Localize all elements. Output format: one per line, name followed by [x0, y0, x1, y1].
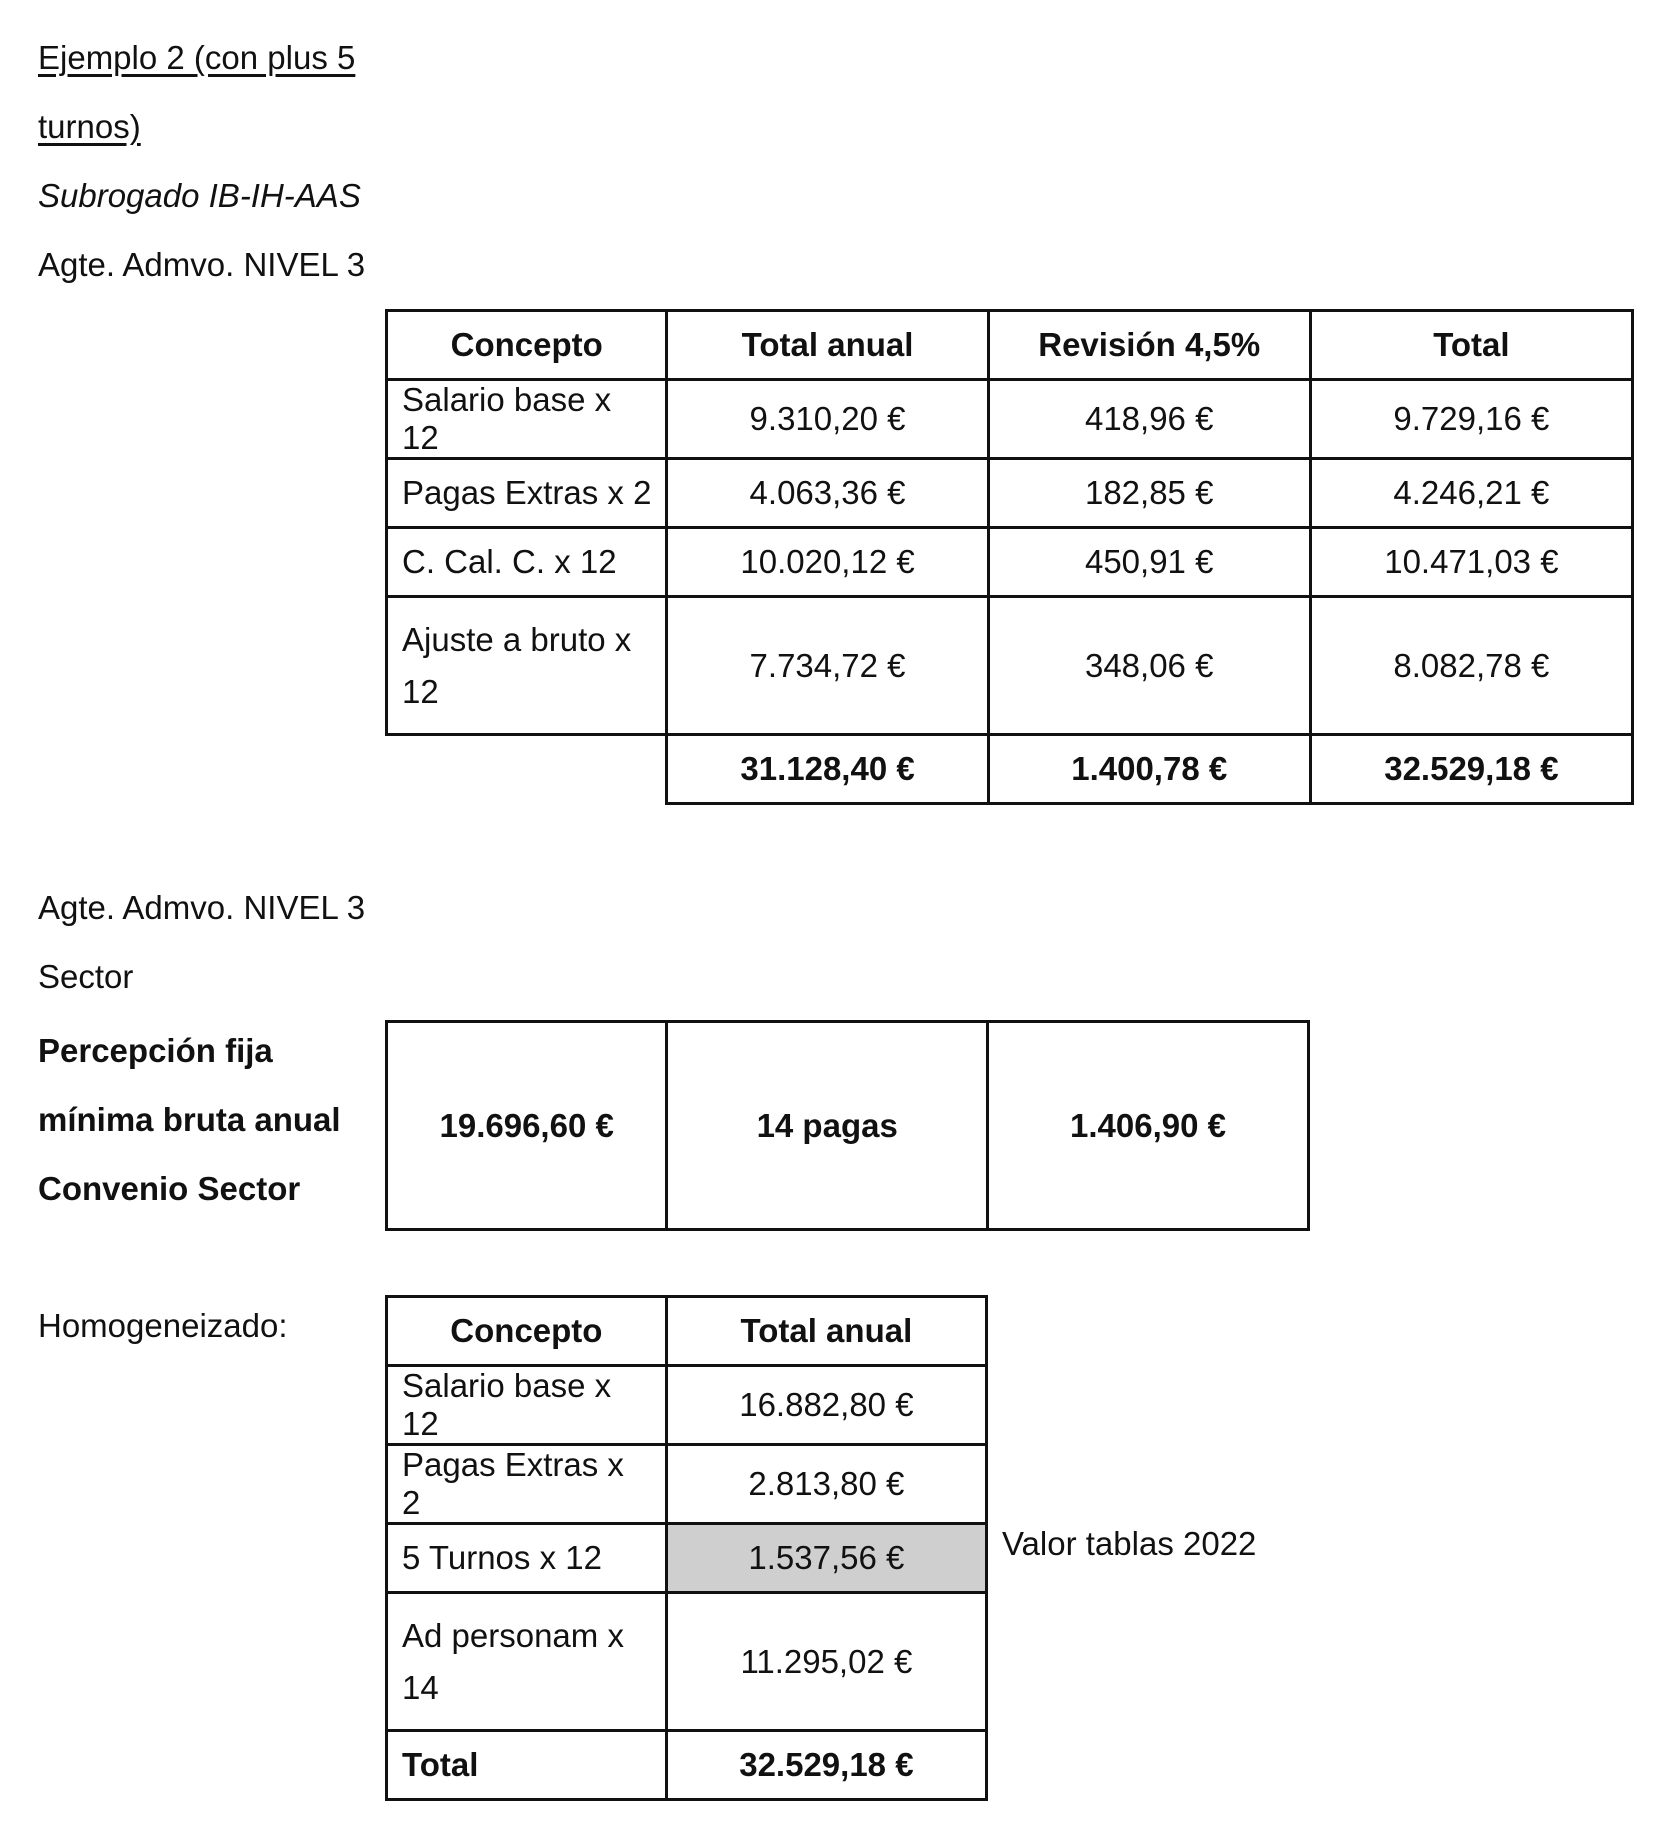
table-row: [387, 597, 1633, 735]
header-total: Total: [1310, 311, 1632, 380]
table-row: [387, 459, 1633, 528]
header-revision: Revisión 4,5%: [988, 311, 1310, 380]
sum-revision: 1.400,78 €: [988, 735, 1310, 804]
percepcion-line-1: Percepción fija: [38, 1032, 273, 1069]
header-concepto: Concepto: [387, 311, 667, 380]
valor-tablas-note: Valor tablas 2022: [1002, 1525, 1257, 1562]
totals-row: [387, 1731, 987, 1800]
percepcion-line-3: Convenio Sector: [38, 1170, 301, 1207]
concept-cell: 5 Turnos x 12: [387, 1524, 667, 1593]
table-row: [387, 1366, 987, 1445]
total-anual-cell: 4.063,36 €: [667, 459, 988, 528]
concept-cell: [387, 1593, 667, 1731]
totals-row: [387, 735, 1633, 804]
payments-count-cell: 14 pagas: [667, 1022, 988, 1230]
table-row: [387, 1524, 987, 1593]
concept-line-1: Ajuste a bruto x: [402, 620, 632, 658]
concept-line-1: Ad personam x: [402, 1616, 624, 1654]
subtitle: Subrogado IB-IH-AAS: [38, 177, 361, 214]
total-anual-cell: 9.310,20 €: [667, 380, 988, 459]
table-row: [387, 528, 1633, 597]
concept-cell: [387, 597, 667, 735]
header-total-anual: Total anual: [667, 311, 988, 380]
table-header-row: [387, 1297, 987, 1366]
salary-table-subrogado: [385, 309, 1634, 805]
total-anual-cell: 10.020,12 €: [667, 528, 988, 597]
section1-label: Agte. Admvo. NIVEL 3: [38, 246, 366, 283]
homogeneizado-label: Homogeneizado:: [38, 1307, 288, 1344]
concept-cell: Salario base x 12: [387, 380, 667, 459]
total-cell: 4.246,21 €: [1310, 459, 1632, 528]
homogeneizado-table: [385, 1295, 988, 1801]
concept-line-2: 12: [402, 672, 439, 710]
total-anual-cell: 2.813,80 €: [666, 1445, 986, 1524]
table-row: [387, 380, 1633, 459]
total-cell: 9.729,16 €: [1310, 380, 1632, 459]
convenio-sector-table: [385, 1020, 1310, 1231]
header-concepto: Concepto: [387, 1297, 667, 1366]
revision-cell: 450,91 €: [988, 528, 1310, 597]
total-value-cell: 32.529,18 €: [666, 1731, 986, 1800]
total-anual-cell: 16.882,80 €: [666, 1366, 986, 1445]
monthly-amount-cell: 1.406,90 €: [988, 1022, 1309, 1230]
table-row: [387, 1445, 987, 1524]
concept-line-2: 14: [402, 1668, 439, 1706]
table-header-row: [387, 311, 1633, 380]
heading-line-1: Ejemplo 2 (con plus 5: [38, 39, 356, 76]
sum-total: 32.529,18 €: [1310, 735, 1632, 804]
revision-cell: 348,06 €: [988, 597, 1310, 735]
sum-total-anual: 31.128,40 €: [667, 735, 988, 804]
total-label-cell: Total: [387, 1731, 667, 1800]
concept-cell: Salario base x 12: [387, 1366, 667, 1445]
shaded-value-cell: 1.537,56 €: [666, 1524, 986, 1593]
concept-cell: Pagas Extras x 2: [387, 459, 667, 528]
section2-label-line-2: Sector: [38, 958, 134, 995]
concept-cell: Pagas Extras x 2: [387, 1445, 667, 1524]
total-anual-cell: 7.734,72 €: [667, 597, 988, 735]
total-anual-cell: 11.295,02 €: [666, 1593, 986, 1731]
concept-cell: C. Cal. C. x 12: [387, 528, 667, 597]
empty-cell: [387, 735, 667, 804]
header-total-anual: Total anual: [666, 1297, 986, 1366]
revision-cell: 418,96 €: [988, 380, 1310, 459]
table-row: [387, 1593, 987, 1731]
heading-line-2: turnos): [38, 108, 141, 145]
percepcion-line-2: mínima bruta anual: [38, 1101, 341, 1138]
total-cell: 8.082,78 €: [1310, 597, 1632, 735]
revision-cell: 182,85 €: [988, 459, 1310, 528]
table-row: [387, 1022, 1309, 1230]
section2-label-line-1: Agte. Admvo. NIVEL 3: [38, 889, 366, 926]
annual-amount-cell: 19.696,60 €: [387, 1022, 667, 1230]
total-cell: 10.471,03 €: [1310, 528, 1632, 597]
